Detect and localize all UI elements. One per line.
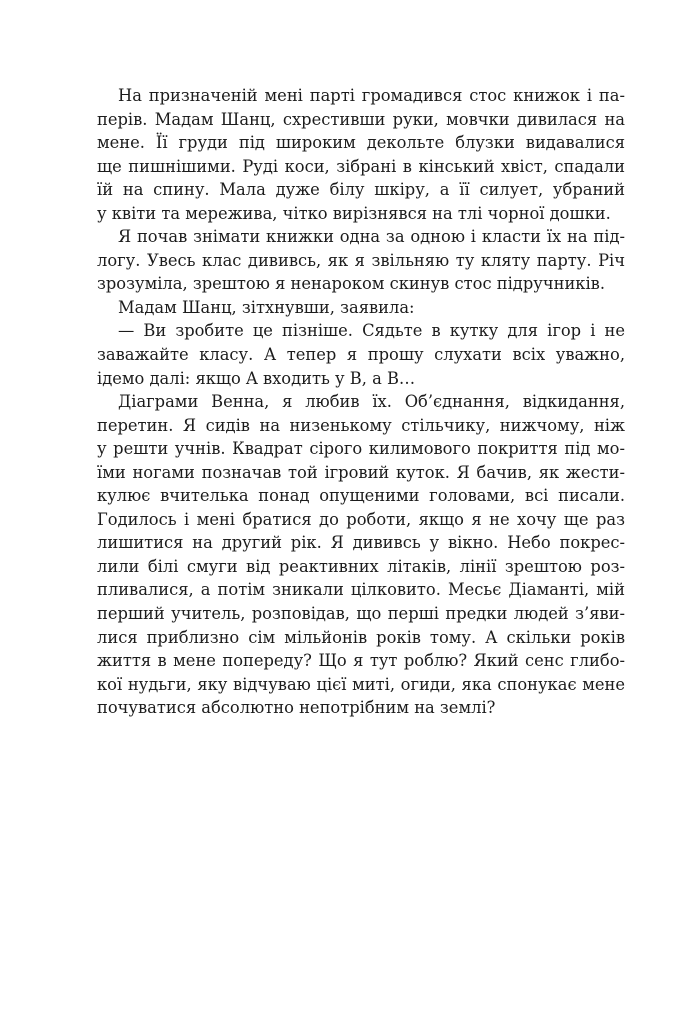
- text-line: На призначеній мені парті громадився стос книжок і па-: [118, 86, 625, 105]
- text-line: ще пишнішими. Руді коси, зібрані в кінський хвіст, спадали: [97, 156, 625, 176]
- text-line: кулює вчителька понад опущеними головами, всі писали.: [97, 486, 625, 506]
- text-line: Я почав знімати книжки одна за одною і класти їх на під-: [118, 227, 625, 247]
- text-line: мене. Її груди під широким декольте блузки видавалися: [97, 133, 625, 153]
- text-line: перший учитель, розповідав, що перші предки людей з’яви-: [97, 604, 625, 624]
- text-line: пливалися, а потім зникали цілковито. Месьє Діаманті, мій: [97, 580, 625, 600]
- text-line: ідемо далі: якщо A входить у B, а B…: [97, 368, 416, 388]
- text-line: кої нудьги, яку відчуваю цієї миті, огиди, яка спонукає мене: [97, 674, 625, 694]
- paragraph-3: [97, 296, 625, 320]
- text-line: Діаграми Венна, я любив їх. Об’єднання, відкидання,: [118, 392, 625, 412]
- paragraph-4: [97, 319, 625, 390]
- text-line: — Ви зробите це пізніше. Сядьте в кутку для ігор і не: [118, 321, 625, 341]
- paragraph-5: [97, 390, 625, 720]
- text-line: логу. Увесь клас дививсь, як я звільняю ту кляту парту. Річ: [97, 250, 625, 270]
- text-line: Мадам Шанц, зітхнувши, заявила:: [118, 297, 415, 317]
- paragraph-1: [97, 84, 625, 225]
- text-line: у квіти та мережива, чітко вирізнявся на тлі чорної дошки.: [97, 203, 611, 223]
- text-line: їй на спину. Мала дуже білу шкіру, а її силует, убраний: [97, 180, 625, 200]
- text-line: лили білі смуги від реактивних літаків, лінії зрештою роз-: [97, 556, 625, 576]
- text-line: почуватися абсолютно непотрібним на землі?: [97, 698, 496, 718]
- text-line: зрозуміла, зрештою я ненароком скинув стос підручників.: [97, 274, 606, 294]
- paragraph-2: [97, 225, 625, 296]
- text-line: життя в мене попереду? Що я тут роблю? Який сенс глибо-: [97, 651, 625, 671]
- text-line: заважайте класу. А тепер я прошу слухати всіх уважно,: [97, 345, 625, 365]
- text-line: лишитися на другий рік. Я дививсь у вікно. Небо покрес-: [97, 533, 625, 553]
- text-line: їми ногами позначав той ігровий куток. Я бачив, як жести-: [97, 462, 625, 482]
- text-line: у решти учнів. Квадрат сірого килимового покриття під мо-: [97, 439, 625, 459]
- text-line: лися приблизно сім мільйонів років тому. А скільки років: [97, 627, 625, 647]
- page-text: [97, 84, 625, 720]
- text-line: Годилось і мені братися до роботи, якщо я не хочу ще раз: [97, 509, 625, 529]
- text-line: перетин. Я сидів на низенькому стільчику, нижчому, ніж: [97, 415, 625, 435]
- text-line: перів. Мадам Шанц, схрестивши руки, мовчки дивилася на: [97, 109, 625, 129]
